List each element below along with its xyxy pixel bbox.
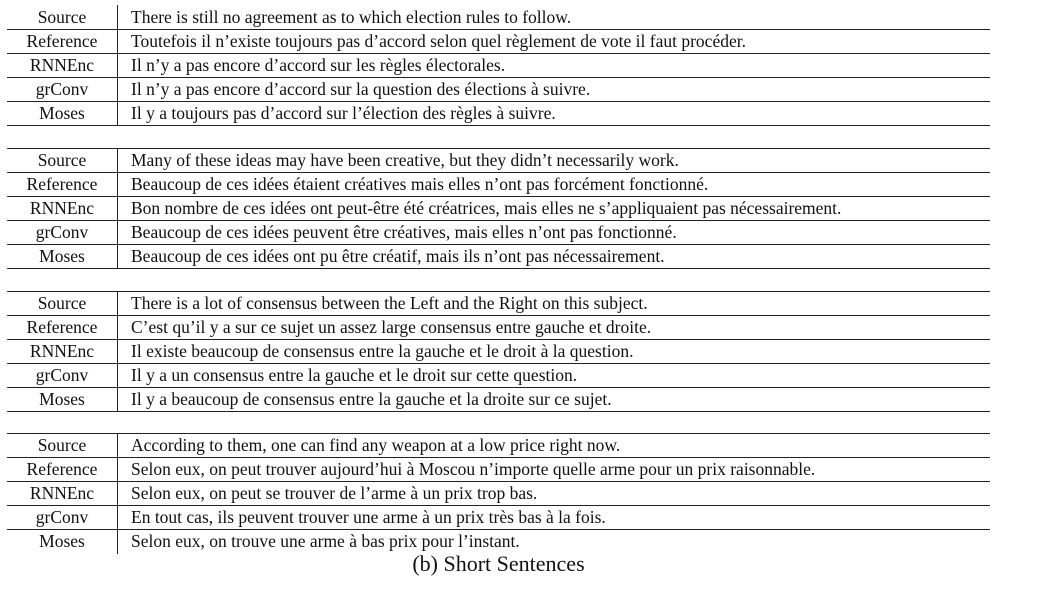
row-text: Bon nombre de ces idées ont peut-être été créatrices, mais elles ne s’appliquaient pas nécessairement.	[131, 198, 842, 218]
row-reference	[7, 29, 990, 53]
row-text: Il n’y a pas encore d’accord sur les règles électorales.	[131, 55, 506, 75]
row-label: RNNEnc	[29, 341, 95, 361]
row-text: Beaucoup de ces idées étaient créatives mais elles n’ont pas forcément fonctionné.	[131, 174, 709, 194]
row-label: grConv	[35, 222, 89, 242]
row-text: C’est qu’il y a sur ce sujet un assez large consensus entre gauche et droite.	[131, 317, 652, 337]
row-rnnenc	[7, 53, 990, 77]
group-bottom-rule	[7, 411, 990, 412]
row-rnnenc	[7, 481, 990, 505]
row-label: Reference	[26, 459, 98, 479]
row-text: Selon eux, on trouve une arme à bas prix pour l’instant.	[131, 531, 520, 551]
row-label: RNNEnc	[29, 198, 95, 218]
row-label: RNNEnc	[29, 55, 95, 75]
row-text: There is still no agreement as to which election rules to follow.	[131, 7, 572, 27]
row-reference	[7, 457, 990, 481]
table-caption: (b) Short Sentences	[412, 551, 585, 576]
row-moses	[7, 387, 990, 411]
row-label: Moses	[39, 246, 85, 266]
row-text: According to them, one can find any weapon at a low price right now.	[131, 435, 621, 455]
sentence-group-3	[7, 291, 990, 412]
row-text: Il existe beaucoup de consensus entre la gauche et le droit à la question.	[131, 341, 634, 361]
row-text: Toutefois il n’existe toujours pas d’accord selon quel règlement de vote il faut procéder.	[131, 31, 746, 51]
row-label: Reference	[26, 174, 98, 194]
row-label: Source	[37, 435, 87, 455]
row-text: Il y a toujours pas d’accord sur l’élection des règles à suivre.	[131, 103, 556, 123]
row-label: grConv	[35, 79, 89, 99]
sentence-group-2	[7, 148, 990, 269]
sentence-group-4	[7, 433, 990, 554]
row-text: Il y a un consensus entre la gauche et le droit sur cette question.	[131, 365, 578, 385]
row-text: Il y a beaucoup de consensus entre la gauche et la droite sur ce sujet.	[131, 389, 612, 409]
row-text: Selon eux, on peut trouver aujourd’hui à Moscou n’importe quelle arme pour un prix raisonnable.	[131, 459, 816, 479]
group-bottom-rule	[7, 268, 990, 269]
row-text: En tout cas, ils peuvent trouver une arme à un prix très bas à la fois.	[131, 507, 606, 527]
row-source	[7, 5, 990, 29]
row-label: Moses	[39, 389, 85, 409]
row-grconv	[7, 220, 990, 244]
row-label: grConv	[35, 365, 89, 385]
row-label: Moses	[39, 103, 85, 123]
row-source	[7, 433, 990, 457]
row-label: RNNEnc	[29, 483, 95, 503]
row-rnnenc	[7, 196, 990, 220]
row-label: Source	[37, 7, 87, 27]
row-grconv	[7, 363, 990, 387]
row-source	[7, 148, 990, 172]
row-text: Beaucoup de ces idées peuvent être créatives, mais elles n’ont pas fonctionné.	[131, 222, 677, 242]
row-text: Il n’y a pas encore d’accord sur la question des élections à suivre.	[131, 79, 591, 99]
sentence-group-1	[7, 5, 990, 126]
row-text: Selon eux, on peut se trouver de l’arme à un prix trop bas.	[131, 483, 538, 503]
row-text: Beaucoup de ces idées ont pu être créatif, mais ils n’ont pas nécessairement.	[131, 246, 665, 266]
row-reference	[7, 315, 990, 339]
row-moses	[7, 101, 990, 125]
row-text: There is a lot of consensus between the Left and the Right on this subject.	[131, 293, 648, 313]
row-label: Reference	[26, 317, 98, 337]
row-moses	[7, 244, 990, 268]
group-bottom-rule	[7, 125, 990, 126]
row-text: Many of these ideas may have been creative, but they didn’t necessarily work.	[131, 150, 679, 170]
row-label: Reference	[26, 31, 98, 51]
row-source	[7, 291, 990, 315]
row-grconv	[7, 505, 990, 529]
row-label: Moses	[39, 531, 85, 551]
row-label: grConv	[35, 507, 89, 527]
row-label: Source	[37, 150, 87, 170]
row-reference	[7, 172, 990, 196]
row-rnnenc	[7, 339, 990, 363]
row-grconv	[7, 77, 990, 101]
row-label: Source	[37, 293, 87, 313]
